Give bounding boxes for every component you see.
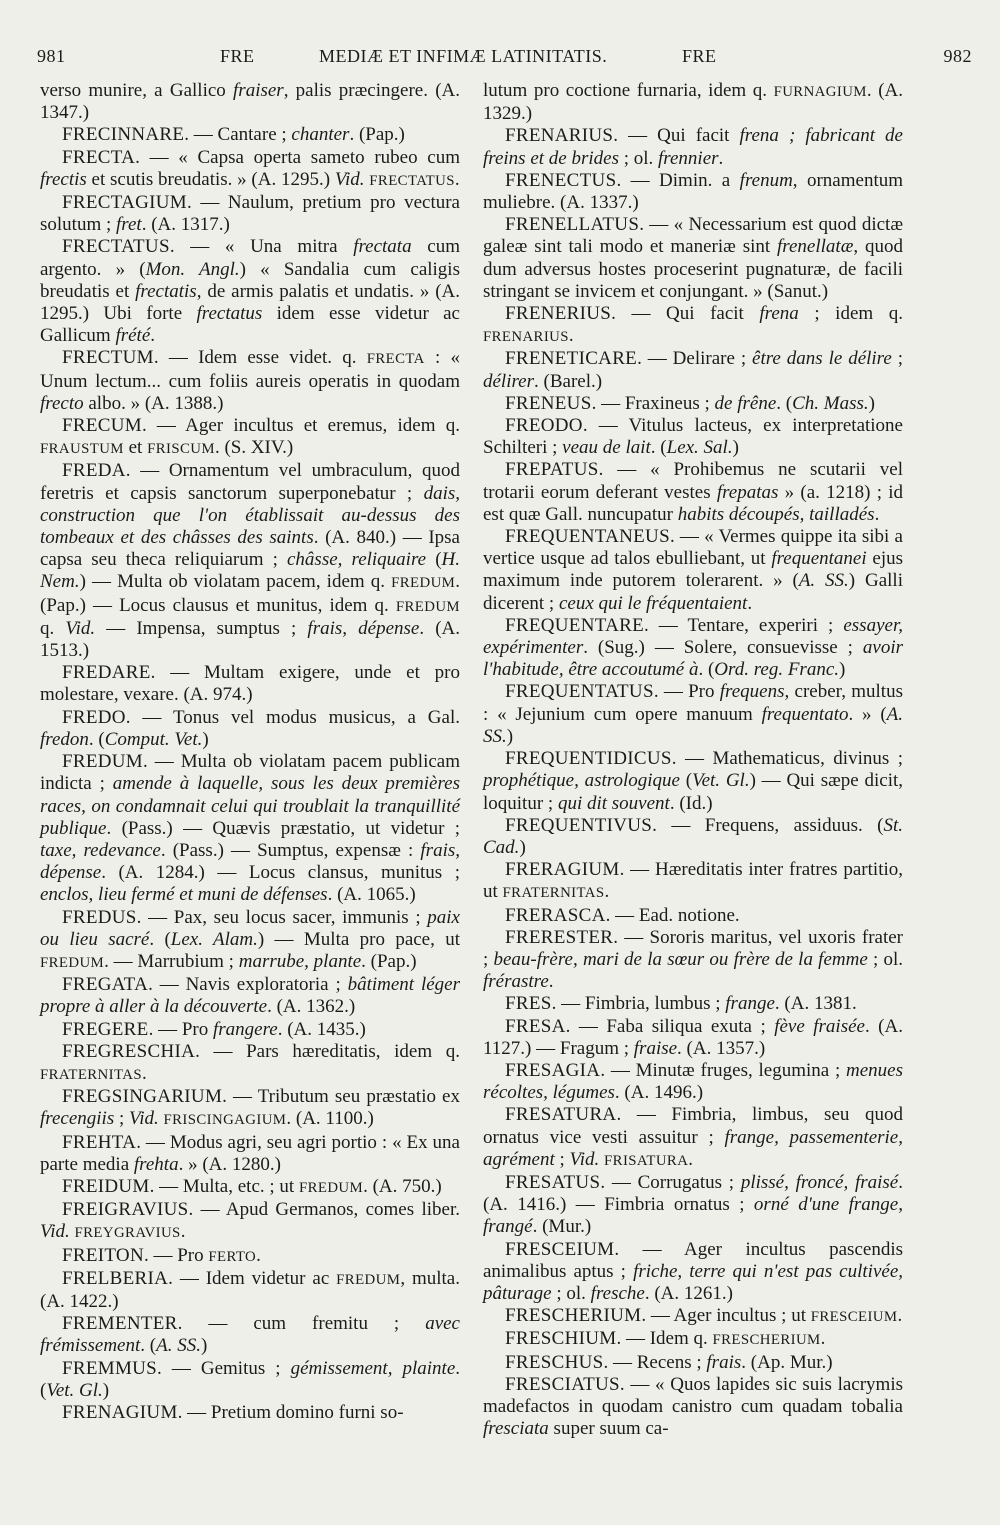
dictionary-entry: FREDA. — Ornamentum vel umbraculum, quod feretris et capsis sanctorum superponebatur ; dais, construction que l'on établissait au-dessus des tombeaux et des châsses des saints. (A. 840.) — Ipsa capsa seu theca reliquiarum ; châsse, reliquaire (H. Nem.) — Multa ob violatam pacem, idem q. FREDUM. (Pap.) — Locus clausus et munitus, idem q. FREDUM q. Vid. — Impensa, sumptus ; frais, dépense. (A. 1513.) xyxy=(40,460,461,662)
dictionary-entry: FREIDUM. — Multa, etc. ; ut FREDUM. (A. 750.) xyxy=(62,1175,442,1197)
dictionary-entry: FREQUENTIDICUS. — Mathematicus, divinus ; prophétique, astrologique (Vet. Gl.) — Qui sæpe dicit, loquitur ; qui dit souvent. (Id.) xyxy=(483,748,903,814)
dictionary-entry: FRENETICARE. — Delirare ; être dans le délire ; délirer. (Barel.) xyxy=(483,348,904,392)
dictionary-entry: FRECTAGIUM. — Naulum, pretium pro vectura solutum ; fret. (A. 1317.) xyxy=(40,192,460,236)
dictionary-entry: FRECTA. — « Capsa operta sameto rubeo cum frectis et scutis breudatis. » (A. 1295.) Vid. FRECTATUS. xyxy=(40,146,460,190)
dictionary-entry: FREDARE. — Multam exigere, unde et pro molestare, vexare. (A. 974.) xyxy=(40,662,460,706)
dictionary-entry: FREGSINGARIUM. — Tributum seu præstatio ex frecengiis ; Vid. FRISCINGAGIUM. (A. 1100.) xyxy=(40,1086,460,1130)
dictionary-entry: FRESCHERIUM. — Ager incultus ; ut FRESCEIUM. xyxy=(505,1305,903,1327)
dictionary-entry: FRECTATUS. — « Una mitra frectata cum argento. » (Mon. Angl.) « Sandalia cum caligis breudatis et frectatis, de armis palatis et undatis. » (A. 1295.) Ubi forte frectatus idem esse videtur ac Gallicum frété. xyxy=(40,236,461,347)
dictionary-entry: FREGRESCHIA. — Pars hæreditatis, idem q. FRATERNITAS. xyxy=(40,1040,460,1084)
dictionary-entry: FREIGRAVIUS. — Apud Germanos, comes liber. Vid. FREYGRAVIUS. xyxy=(40,1199,460,1243)
dictionary-entry: FREDUM. — Multa ob violatam pacem publicam indicta ; amende à laquelle, sous les deux premières races, on condamnait celui qui troublait la tranquillité publique. (Pass.) — Quævis præstatio, ut videtur ; taxe, redevance. (Pass.) — Sumptus, expensæ : frais, dépense. (A. 1284.) — Locus clansus, munitus ; enclos, lieu fermé et muni de défenses. (A. 1065.) xyxy=(40,751,461,906)
dictionary-entry: FREDUS. — Pax, seu locus sacer, immunis ; paix ou lieu sacré. (Lex. Alam.) — Multa pro pace, ut FREDUM. — Marrubium ; marrube, plante. (Pap.) xyxy=(40,906,460,972)
page-number-right: 982 xyxy=(943,46,972,66)
guide-word-right: FRE xyxy=(682,46,717,66)
dictionary-entry: FRESCIATUS. — « Quos lapides sic suis lacrymis madefactos in quodam canistro cum quadam tobalia fresciata super suum ca- xyxy=(483,1373,903,1440)
continued-entry: verso munire, a Gallico fraiser, palis præcingere. (A. 1347.) xyxy=(40,80,460,124)
dictionary-entry: FRESCHIUM. — Idem q. FRESCHERIUM. xyxy=(505,1328,826,1350)
dictionary-entry: FRENAGIUM. — Pretium domino furni so- xyxy=(62,1401,404,1423)
dictionary-entry: FRESAGIA. — Minutæ fruges, legumina ; menues récoltes, légumes. (A. 1496.) xyxy=(483,1059,903,1104)
dictionary-entry: FREHTA. — Modus agri, seu agri portio : « Ex una parte media frehta. » (A. 1280.) xyxy=(40,1131,460,1175)
dictionary-entry: FRESATURA. — Fimbria, limbus, seu quod ornatus vice vesti assuitur ; frange, passementerie, agrément ; Vid. FRISATURA. xyxy=(483,1104,903,1170)
dictionary-entry: FRECINNARE. — Cantare ; chanter. (Pap.) xyxy=(62,124,405,146)
dictionary-entry: FRERASCA. — Ead. notione. xyxy=(505,904,740,926)
dictionary-entry: FRERAGIUM. — Hæreditatis inter fratres partitio, ut FRATERNITAS. xyxy=(483,859,903,903)
dictionary-entry: FRENELLATUS. — « Necessarium est quod dictæ galeæ sint tali modo et maneriæ sint frenellatæ, quod dum adversus hostes proceserint pugnaturæ, de facili stringant se invicem et conjungant. » (Sanut.) xyxy=(483,214,903,302)
dictionary-entry: FREODO. — Vitulus lacteus, ex interpretatione Schilteri ; veau de lait. (Lex. Sal.) xyxy=(483,415,903,459)
dictionary-entry: FRERESTER. — Sororis maritus, vel uxoris frater ; beau-frère, mari de la sœur ou frère de la femme ; ol. frérastre. xyxy=(483,926,904,993)
dictionary-entry: FRENECTUS. — Dimin. a frenum, ornamentum muliebre. (A. 1337.) xyxy=(483,169,904,214)
dictionary-entry: FREITON. — Pro FERTO. xyxy=(62,1244,261,1266)
dictionary-entry: FREPATUS. — « Prohibemus ne scutarii vel trotarii eorum deferant vestes frepatas » (a. 1218) ; id est quæ Gall. nuncupatur habits découpés, tailladés. xyxy=(483,459,903,525)
dictionary-entry: FRENARIUS. — Qui facit frena ; fabricant de freins et de brides ; ol. frennier. xyxy=(483,125,903,169)
dictionary-entry: FRELBERIA. — Idem videtur ac FREDUM, multa. (A. 1422.) xyxy=(40,1267,460,1312)
dictionary-entry: FRES. — Fimbria, lumbus ; frange. (A. 1381. xyxy=(505,993,857,1015)
dictionary-entry: FRENERIUS. — Qui facit frena ; idem q. FRENARIUS. xyxy=(483,303,903,347)
dictionary-entry: FRECUM. — Ager incultus et eremus, idem q. FRAUSTUM et FRISCUM. (S. XIV.) xyxy=(40,415,460,459)
dictionary-entry: FREGERE. — Pro frangere. (A. 1435.) xyxy=(62,1018,366,1040)
dictionary-entry: FREQUENTIVUS. — Frequens, assiduus. (St. Cad.) xyxy=(483,814,903,858)
left-column xyxy=(40,80,460,1424)
right-column xyxy=(483,80,903,1440)
dictionary-entry: FREDO. — Tonus vel modus musicus, a Gal. fredon. (Comput. Vet.) xyxy=(40,706,460,750)
dictionary-entry: FREQUENTATUS. — Pro frequens, creber, multus : « Jejunium cum opere manuum frequentato. » (A. SS.) xyxy=(483,681,903,747)
dictionary-entry: FREQUENTANEUS. — « Vermes quippe ita sibi a vertice usque ad talos ebulliebant, ut frequentanei ejus maximum inde putorem tolerarent. » (A. SS.) Galli dicerent ; ceux qui le fréquentaient. xyxy=(483,526,904,614)
page-number-left: 981 xyxy=(37,46,66,66)
continued-entry: lutum pro coctione furnaria, idem q. FURNAGIUM. (A. 1329.) xyxy=(483,80,903,125)
dictionary-entry: FRENEUS. — Fraxineus ; de frêne. (Ch. Mass.) xyxy=(505,392,875,414)
dictionary-entry: FRESATUS. — Corrugatus ; plissé, froncé, fraisé. (A. 1416.) — Fimbria ornatus ; orné d'une frange, frangé. (Mur.) xyxy=(483,1171,903,1238)
dictionary-entry: FREGATA. — Navis exploratoria ; bâtiment léger propre à aller à la découverte. (A. 1362.) xyxy=(40,974,460,1018)
dictionary-entry: FREQUENTARE. — Tentare, experiri ; essayer, expérimenter. (Sug.) — Solere, consuevisse ; avoir l'habitude, être accoutumé à. (Ord. reg. Franc.) xyxy=(483,614,903,681)
dictionary-entry: FRESCHUS. — Recens ; frais. (Ap. Mur.) xyxy=(505,1351,833,1373)
dictionary-entry: FREMMUS. — Gemitus ; gémissement, plainte. (Vet. Gl.) xyxy=(40,1357,461,1401)
dictionary-entry: FREMENTER. — cum fremitu ; avec frémissement. (A. SS.) xyxy=(40,1313,460,1357)
dictionary-entry: FRESCEIUM. — Ager incultus pascendis animalibus aptus ; friche, terre qui n'est pas cultivée, pâturage ; ol. fresche. (A. 1261.) xyxy=(483,1238,903,1304)
dictionary-entry: FRESA. — Faba siliqua exuta ; fève fraisée. (A. 1127.) — Fragum ; fraise. (A. 1357.) xyxy=(483,1015,903,1059)
running-header xyxy=(37,46,972,70)
dictionary-entry: FRECTUM. — Idem esse videt. q. FRECTA : « Unum lectum... cum foliis aureis operatis in quodam frecto albo. » (A. 1388.) xyxy=(40,347,461,414)
guide-word-left: FRE xyxy=(220,46,255,66)
running-title: MEDIÆ ET INFIMÆ LATINITATIS. xyxy=(319,46,608,66)
